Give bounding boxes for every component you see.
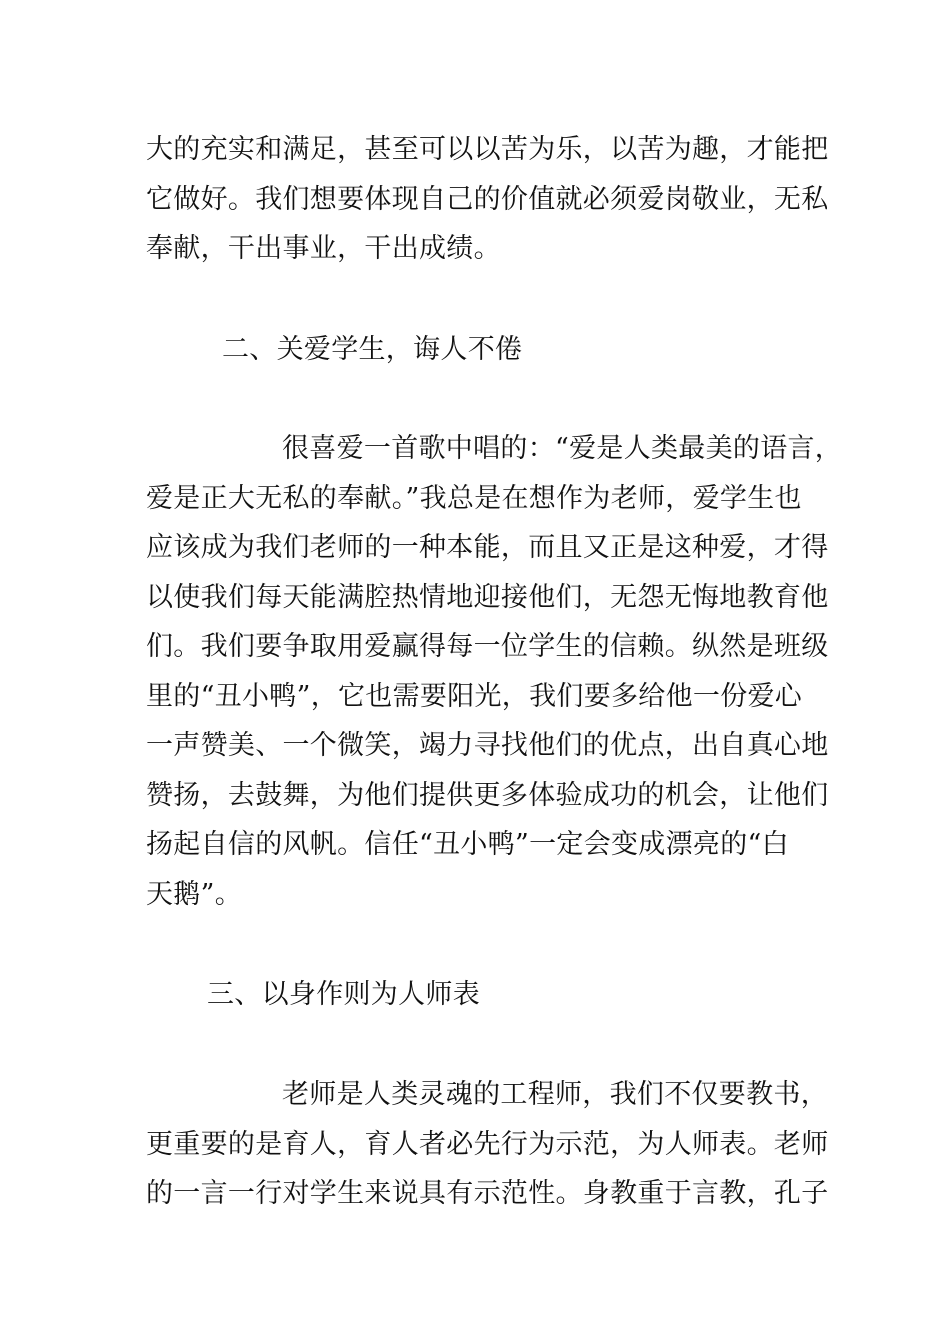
paragraph-2-line-3: 应该成为我们老师的一种本能，而且又正是这种爱，才得 [146, 532, 829, 563]
section-heading-2: 二、关爱学生，诲人不倦 [222, 334, 523, 365]
paragraph-2-line-7: 一声赞美、一个微笑，竭力寻找他们的优点，出自真心地 [146, 730, 829, 761]
paragraph-3-line-3: 的一言一行对学生来说具有示范性。身教重于言教，孔子 [146, 1178, 829, 1209]
paragraph-3-line-2: 更重要的是育人，育人者必先行为示范，为人师表。老师 [146, 1129, 829, 1160]
paragraph-2-line-2: 爱是正大无私的奉献。”我总是在想作为老师，爱学生也 [146, 483, 802, 514]
paragraph-2-line-9: 扬起自信的风帆。信任“丑小鸭”一定会变成漂亮的“白 [146, 829, 789, 860]
paragraph-2-line-1: 很喜爱一首歌中唱的：“爱是人类最美的语言， [282, 433, 843, 464]
paragraph-2-line-5: 们。我们要争取用爱赢得每一位学生的信赖。纵然是班级 [146, 631, 829, 662]
paragraph-3-line-1: 老师是人类灵魂的工程师，我们不仅要教书， [282, 1079, 828, 1110]
section-heading-3: 三、以身作则为人师表 [207, 979, 480, 1010]
paragraph-2-line-4: 以使我们每天能满腔热情地迎接他们，无怨无悔地教育他 [146, 582, 829, 613]
paragraph-2-line-6: 里的“丑小鸭”，它也需要阳光，我们要多给他一份爱心 [146, 681, 803, 712]
paragraph-2-line-8: 赞扬，去鼓舞，为他们提供更多体验成功的机会，让他们 [146, 780, 829, 811]
paragraph-1-line-3: 奉献，干出事业，干出成绩。 [146, 233, 501, 264]
paragraph-1-line-1: 大的充实和满足，甚至可以以苦为乐，以苦为趣，才能把 [146, 134, 829, 165]
paragraph-2-line-10: 天鹅”。 [146, 879, 243, 910]
paragraph-1-line-2: 它做好。我们想要体现自己的价值就必须爱岗敬业，无私 [146, 184, 829, 215]
